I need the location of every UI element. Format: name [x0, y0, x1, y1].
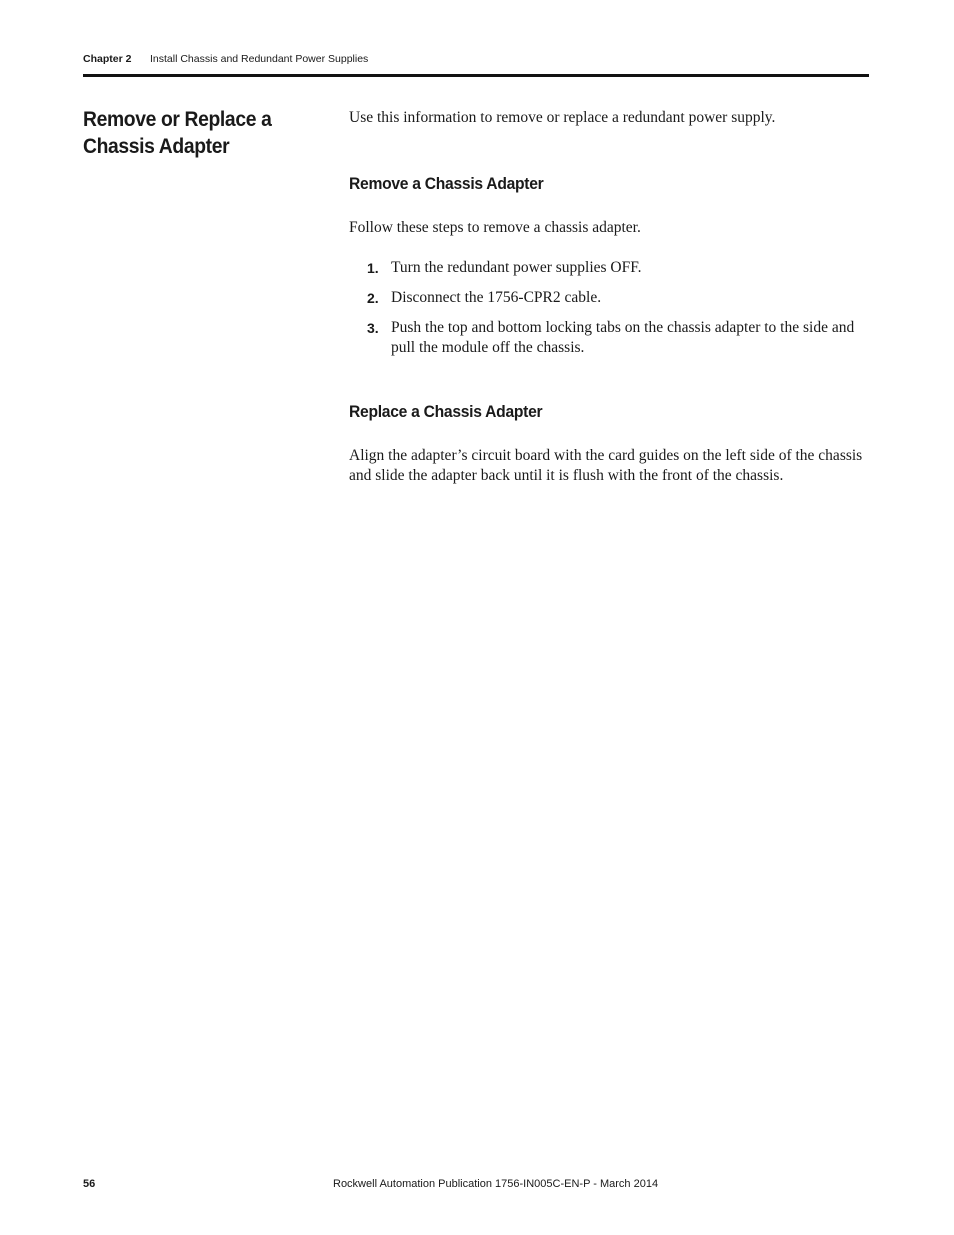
step-number: 3. — [367, 320, 379, 336]
chapter-title: Install Chassis and Redundant Power Supplies — [150, 53, 369, 65]
list-item — [349, 258, 869, 278]
running-header — [83, 53, 869, 65]
remove-lead: Follow these steps to remove a chassis adapter. — [349, 219, 641, 236]
step-text: Disconnect the 1756-CPR2 cable. — [391, 289, 602, 306]
remove-heading: Remove a Chassis Adapter — [349, 174, 544, 193]
step-text: Turn the redundant power supplies OFF. — [391, 259, 642, 276]
replace-heading: Replace a Chassis Adapter — [349, 402, 543, 421]
publication-info: Rockwell Automation Publication 1756-IN005C-EN-P - March 2014 — [333, 1178, 659, 1190]
section-content — [349, 106, 869, 486]
replace-paragraph: Align the adapter’s circuit board with the card guides on the left side of the chassis and slide the adapter back until it is flush with the front of the chassis. — [349, 447, 863, 484]
step-number: 1. — [367, 260, 379, 276]
section-title: Remove or Replace a Chassis Adapter — [83, 108, 272, 158]
list-item — [349, 318, 869, 358]
page-number: 56 — [83, 1178, 96, 1190]
step-number: 2. — [367, 290, 379, 306]
list-item — [349, 288, 869, 308]
chapter-label: Chapter 2 — [83, 53, 132, 65]
remove-steps-list — [349, 258, 869, 358]
intro-paragraph: Use this information to remove or replace a redundant power supply. — [349, 109, 776, 126]
step-text: Push the top and bottom locking tabs on the chassis adapter to the side and pull the module off the chassis. — [391, 319, 855, 356]
header-rule — [83, 74, 869, 77]
